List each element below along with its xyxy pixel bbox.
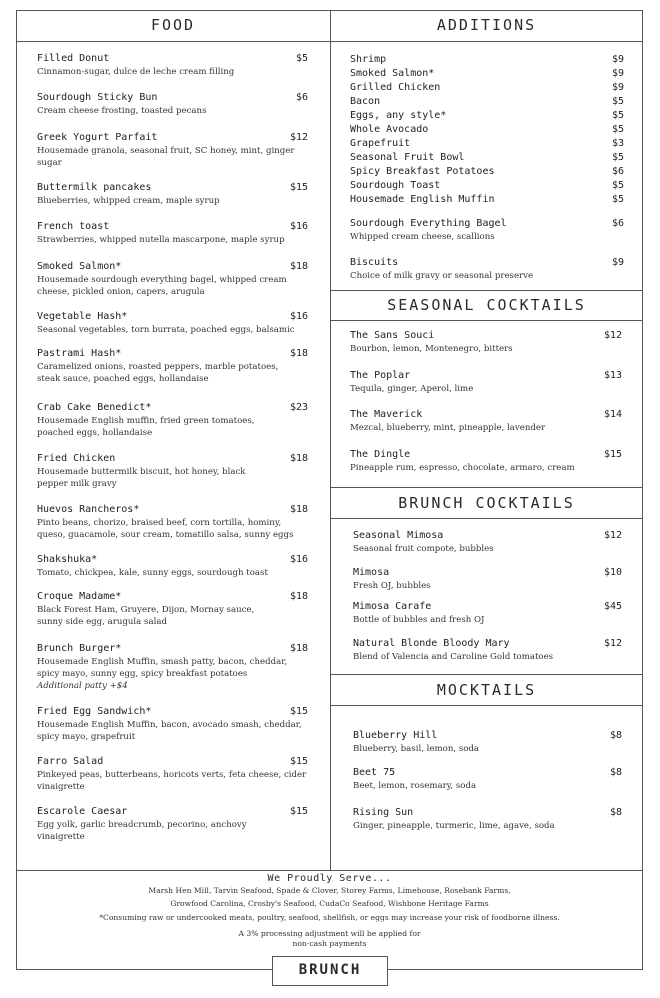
menu-item: [37, 590, 282, 628]
item-price: $3: [611, 138, 624, 149]
item-price: $18: [289, 504, 308, 515]
item-name: Croque Madame*: [37, 591, 122, 602]
item-name: Smoked Salmon*: [37, 261, 122, 272]
item-price: $6: [611, 218, 624, 229]
addition-item: [350, 81, 624, 95]
item-name: Farro Salad: [37, 756, 104, 767]
item-note: Additional patty +$4: [37, 681, 128, 691]
item-description: Strawberries, whipped nutella mascarpone, maple syrup: [37, 235, 285, 245]
item-price: $18: [289, 348, 308, 359]
item-name: Spicy Breakfast Potatoes: [350, 166, 495, 177]
menu-item: [37, 503, 307, 541]
item-price: $12: [603, 330, 622, 341]
item-name: Housemade English Muffin: [350, 194, 495, 205]
item-price: $15: [603, 449, 622, 460]
item-price: $9: [611, 54, 624, 65]
item-description: Pineapple rum, espresso, chocolate, armaro, cream: [350, 463, 575, 473]
item-price: $12: [603, 530, 622, 541]
item-price: $8: [609, 807, 622, 818]
item-price: $23: [289, 402, 308, 413]
item-price: $9: [611, 68, 624, 79]
item-description: Cream cheese frosting, toasted pecans: [37, 106, 207, 116]
footer-rule: [16, 870, 643, 871]
item-description: Ginger, pineapple, turmeric, lime, agave, soda: [353, 821, 555, 831]
menu-item: [37, 347, 295, 385]
item-description: Seasonal vegetables, torn burrata, poached eggs, balsamic: [37, 325, 295, 335]
item-price: $5: [611, 110, 624, 121]
seasonal-cocktails-title: SEASONAL COCKTAILS: [387, 296, 586, 314]
item-name: The Dingle: [350, 449, 411, 460]
item-name: Buttermilk pancakes: [37, 182, 152, 193]
item-description: Tequila, ginger, Aperol, lime: [350, 384, 474, 394]
menu-item: [37, 91, 309, 117]
suppliers-line: Growfood Carolina, Crosby's Seafood, CudaCo Seafood, Wishbone Heritage Farms: [170, 899, 489, 908]
item-price: $16: [289, 311, 308, 322]
item-name: Shakshuka*: [37, 554, 98, 565]
item-description: Pinto beans, chorizo, braised beef, corn tortilla, hominy, queso, guacamole, sour cream, tomatillo salsa, sunny eggs: [37, 518, 294, 540]
food-title-rule: [16, 41, 330, 42]
menu-item: [37, 52, 309, 78]
item-description: Blueberries, whipped cream, maple syrup: [37, 196, 220, 206]
item-description: Cinnamon-sugar, dulce de leche cream filling: [37, 67, 235, 77]
item-description: Bourbon, lemon, Montenegro, bitters: [350, 344, 513, 354]
mocktail-item: [353, 729, 593, 755]
item-description: Tomato, chickpea, kale, sunny eggs, sourdough toast: [37, 568, 268, 578]
item-name: Vegetable Hash*: [37, 311, 128, 322]
item-description: Housemade sourdough everything bagel, whipped cream cheese, pickled onion, capers, arugula: [37, 275, 287, 297]
cocktail-item: [353, 566, 593, 592]
menu-item: [37, 131, 302, 169]
item-description: Pinkeyed peas, butterbeans, horicots verts, feta cheese, cider vinaigrette: [37, 770, 307, 792]
item-name: Sourdough Everything Bagel: [350, 218, 507, 229]
item-name: Blueberry Hill: [353, 730, 438, 741]
item-description: Blueberry, basil, lemon, soda: [353, 744, 480, 754]
mocktails-title: MOCKTAILS: [436, 681, 537, 699]
item-description: Housemade granola, seasonal fruit, SC honey, mint, ginger sugar: [37, 146, 295, 168]
item-price: $12: [603, 638, 622, 649]
item-description: Blend of Valencia and Caroline Gold tomatoes: [353, 652, 554, 662]
processing-note: non-cash payments: [292, 939, 367, 948]
item-description: Housemade English Muffin, smash patty, bacon, cheddar, spicy mayo, sunny egg, spicy breakfast potatoes: [37, 657, 288, 679]
addition-item: [350, 151, 624, 165]
addition-item: [350, 256, 590, 282]
item-price: $5: [611, 180, 624, 191]
addition-item: [350, 179, 624, 193]
menu-label: BRUNCH: [272, 956, 388, 986]
item-price: $15: [289, 806, 308, 817]
item-name: Fried Chicken: [37, 453, 116, 464]
item-description: Caramelized onions, roasted peppers, marble potatoes, steak sauce, poached eggs, hollandaise: [37, 362, 279, 384]
item-price: $5: [611, 96, 624, 107]
item-price: $15: [289, 182, 308, 193]
item-name: Rising Sun: [353, 807, 414, 818]
menu-item: [37, 805, 277, 843]
processing-note: A 3% processing adjustment will be applied for: [238, 929, 421, 938]
addition-item: [350, 137, 624, 151]
item-description: Seasonal fruit compote, bubbles: [353, 544, 494, 554]
item-price: $15: [289, 756, 308, 767]
addition-item: [350, 123, 624, 137]
addition-item: [350, 109, 624, 123]
item-name: The Maverick: [350, 409, 423, 420]
item-name: Biscuits: [350, 257, 399, 268]
cocktail-item: [353, 600, 593, 626]
item-price: $45: [603, 601, 622, 612]
foodborne-warning: *Consuming raw or undercooked meats, poultry, seafood, shellfish, or eggs may increase your risk of foodborne illness.: [99, 913, 560, 922]
item-name: Grapefruit: [350, 138, 411, 149]
item-price: $5: [611, 124, 624, 135]
mocktails-top-rule: [330, 674, 643, 675]
seasonal-top-rule: [330, 290, 643, 291]
cocktail-item: [350, 329, 590, 355]
seasonal-bottom-rule: [330, 320, 643, 321]
item-name: Mimosa: [353, 567, 390, 578]
item-price: $6: [611, 166, 624, 177]
brunch-cocktails-title: BRUNCH COCKTAILS: [398, 494, 575, 512]
menu-item: [37, 452, 247, 490]
item-name: The Sans Souci: [350, 330, 435, 341]
addition-item: [350, 53, 624, 67]
addition-item: [350, 95, 624, 109]
item-name: Bacon: [350, 96, 381, 107]
item-name: French toast: [37, 221, 110, 232]
item-name: Shrimp: [350, 54, 387, 65]
item-description: Black Forest Ham, Gruyere, Dijon, Mornay sauce, sunny side egg, arugula salad: [37, 605, 255, 627]
item-description: Housemade English muffin, fried green tomatoes, poached eggs, hollandaise: [37, 416, 255, 438]
item-name: Sourdough Sticky Bun: [37, 92, 158, 103]
item-price: $8: [609, 767, 622, 778]
item-name: Grilled Chicken: [350, 82, 441, 93]
item-name: Pastrami Hash*: [37, 348, 122, 359]
addition-item: [350, 193, 624, 207]
item-name: Brunch Burger*: [37, 643, 122, 654]
item-price: $13: [603, 370, 622, 381]
menu-item: [37, 755, 309, 793]
item-price: $5: [611, 194, 624, 205]
item-price: $18: [289, 453, 308, 464]
cocktail-item: [353, 529, 593, 555]
item-price: $14: [603, 409, 622, 420]
menu-item: [37, 181, 309, 207]
item-price: $9: [611, 82, 624, 93]
menu-item: [37, 705, 309, 743]
item-price: $6: [295, 92, 308, 103]
item-description: Mezcal, blueberry, mint, pineapple, lavender: [350, 423, 546, 433]
mocktail-item: [353, 766, 593, 792]
mocktail-item: [353, 806, 598, 832]
item-name: Huevos Rancheros*: [37, 504, 140, 515]
mocktails-bottom-rule: [330, 705, 643, 706]
item-name: Filled Donut: [37, 53, 110, 64]
brunch-cocktails-bottom-rule: [330, 518, 643, 519]
item-price: $16: [289, 554, 308, 565]
item-name: Natural Blonde Bloody Mary: [353, 638, 510, 649]
cocktail-item: [350, 448, 590, 474]
menu-item: [37, 310, 309, 336]
item-price: $5: [295, 53, 308, 64]
item-name: Eggs, any style*: [350, 110, 447, 121]
additions-title: ADDITIONS: [436, 16, 537, 34]
addition-item: [350, 67, 624, 81]
menu-item: [37, 642, 309, 692]
menu-item: [37, 401, 282, 439]
cocktail-item: [353, 637, 598, 663]
item-price: $15: [289, 706, 308, 717]
food-title: FOOD: [150, 16, 196, 34]
item-price: $18: [289, 643, 308, 654]
item-name: Greek Yogurt Parfait: [37, 132, 158, 143]
item-price: $10: [603, 567, 622, 578]
cocktail-item: [350, 369, 590, 395]
item-name: Sourdough Toast: [350, 180, 441, 191]
item-description: Housemade English Muffin, bacon, avocado smash, cheddar, spicy mayo, grapefruit: [37, 720, 302, 742]
menu-item: [37, 553, 309, 579]
cocktail-item: [350, 408, 590, 434]
suppliers-heading: We Proudly Serve...: [267, 873, 392, 884]
item-price: $16: [289, 221, 308, 232]
brunch-cocktails-top-rule: [330, 487, 643, 488]
item-price: $9: [611, 257, 624, 268]
item-description: Whipped cream cheese, scallions: [350, 232, 495, 242]
suppliers-line: Marsh Hen Mill, Tarvin Seafood, Spade & Clover, Storey Farms, Limehouse, Rosebank Farms,: [148, 886, 511, 895]
item-price: $5: [611, 152, 624, 163]
item-name: Escarole Caesar: [37, 806, 128, 817]
additions-title-rule: [330, 41, 643, 42]
item-name: Fried Egg Sandwich*: [37, 706, 152, 717]
item-name: The Poplar: [350, 370, 411, 381]
addition-item: [350, 165, 624, 179]
item-price: $18: [289, 591, 308, 602]
menu-item: [37, 220, 309, 246]
item-name: Smoked Salmon*: [350, 68, 435, 79]
item-name: Whole Avocado: [350, 124, 429, 135]
menu-item: [37, 260, 292, 298]
item-name: Seasonal Fruit Bowl: [350, 152, 465, 163]
item-description: Fresh OJ, bubbles: [353, 581, 431, 591]
item-price: $12: [289, 132, 308, 143]
item-name: Seasonal Mimosa: [353, 530, 444, 541]
item-description: Egg yolk, garlic breadcrumb, pecorino, anchovy vinaigrette: [37, 820, 247, 842]
item-price: $8: [609, 730, 622, 741]
item-description: Beet, lemon, rosemary, soda: [353, 781, 477, 791]
item-name: Beet 75: [353, 767, 396, 778]
column-divider: [330, 10, 331, 870]
item-description: Choice of milk gravy or seasonal preserve: [350, 271, 534, 281]
item-description: Bottle of bubbles and fresh OJ: [353, 615, 485, 625]
addition-item: [350, 217, 590, 243]
item-name: Mimosa Carafe: [353, 601, 432, 612]
item-name: Crab Cake Benedict*: [37, 402, 152, 413]
item-description: Housemade buttermilk biscuit, hot honey, black pepper milk gravy: [37, 467, 246, 489]
item-price: $18: [289, 261, 308, 272]
